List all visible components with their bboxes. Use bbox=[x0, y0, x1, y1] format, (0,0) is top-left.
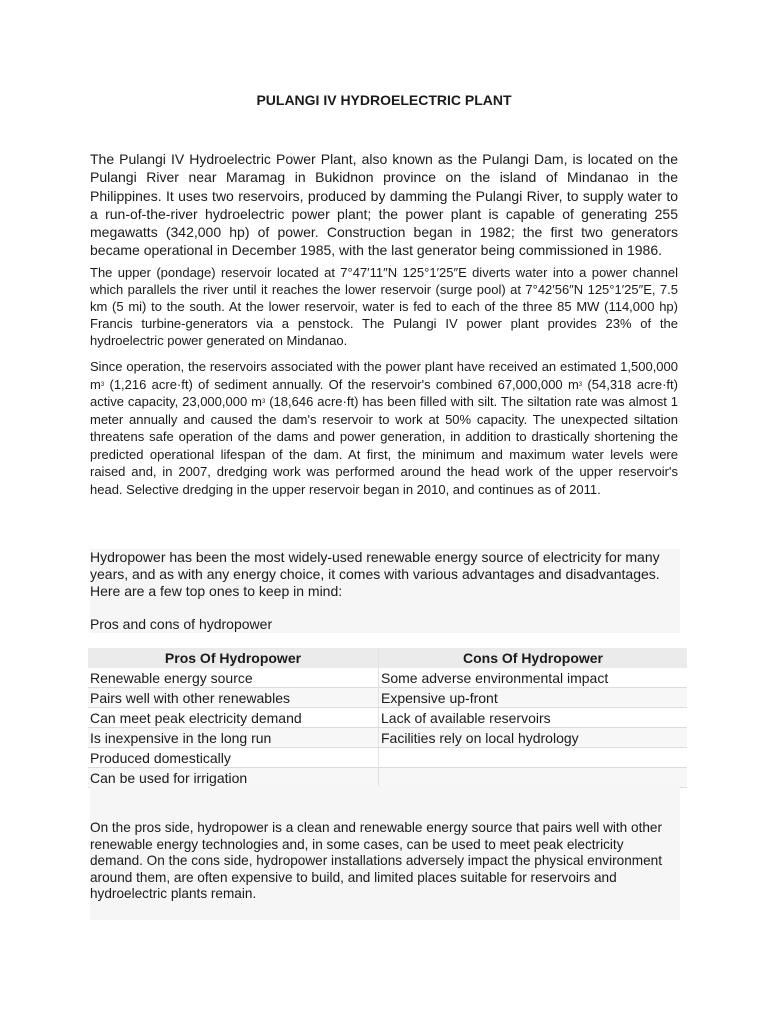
pros-header: Pros Of Hydropower bbox=[88, 648, 379, 668]
con-cell bbox=[379, 748, 688, 768]
document-title: PULANGI IV HYDROELECTRIC PLANT bbox=[256, 92, 512, 108]
table-row bbox=[88, 768, 687, 788]
pros-cons-subtitle: Pros and cons of hydropower bbox=[90, 616, 273, 632]
table-header-row bbox=[88, 648, 687, 668]
pros-cons-table bbox=[88, 648, 687, 788]
table-row bbox=[88, 708, 687, 728]
pro-cell: Renewable energy source bbox=[88, 668, 379, 688]
hydropower-intro-text: Hydropower has been the most widely-used renewable energy source of electricity for many years, and as with any energy choice, it comes with various advantages and disadvantages. Here are a few top ones to keep in mind: bbox=[90, 549, 660, 599]
con-cell: Lack of available reservoirs bbox=[379, 708, 688, 728]
siltation-text-d: (18,646 acre·ft) has been filled with silt. The siltation rate was almost 1 meter annually and caused the dam's reservoir to work at 50% capacity. The unexpected siltation threatens safe operation of the dams and power generation, in addition to drastically shortening the predicted operational lifespan of the dam. At first, the minimum and maximum water levels were raised and, in 2007, dredging work was performed around the head work of the upper reservoir's head. Selective dredging in the upper reservoir began in 2010, and continues as of 2011. bbox=[90, 394, 679, 497]
superscript-cubic: 3 bbox=[261, 399, 266, 405]
paragraph-siltation bbox=[90, 358, 678, 498]
table-row bbox=[88, 688, 687, 708]
superscript-cubic: 3 bbox=[100, 381, 105, 388]
table-row bbox=[88, 668, 687, 688]
table-row bbox=[88, 728, 687, 748]
superscript-cubic: 3 bbox=[578, 381, 583, 388]
paragraph-reservoirs: The upper (pondage) reservoir located at 7°47′11″N 125°1′25″E diverts water into a power channel which parallels the river until it reaches the lower reservoir (surge pool) at 7°42′56″N 125°1′25″E, 7.5 km (5 mi) to the south. At the lower reservoir, water is fed to each of the three 85 MW (114,000 hp) Francis turbine-generators via a penstock. The Pulangi IV power plant provides 23% of the hydroelectric power generated on Mindanao. bbox=[90, 265, 678, 349]
table-row bbox=[88, 748, 687, 768]
summary-text: On the pros side, hydropower is a clean and renewable energy source that pairs well with other renewable energy technologies and, in some cases, can be used to meet peak electricity demand. On the cons side, hydropower installations adversely impact the physical environment around them, are often expensive to build, and limited places suitable for reservoirs and hydroelectric plants remain. bbox=[90, 820, 663, 901]
hydropower-intro-block bbox=[90, 549, 680, 633]
con-cell: Expensive up-front bbox=[379, 688, 688, 708]
con-cell bbox=[379, 768, 688, 788]
paragraph-overview: The Pulangi IV Hydroelectric Power Plant, also known as the Pulangi Dam, is located on the Pulangi River near Maramag in Bukidnon province on the island of Mindanao in the Philippines. It uses two reservoirs, produced by damming the Pulangi River, to supply water to a run-of-the-river hydroelectric power plant; the power plant is capable of generating 255 megawatts (342,000 hp) of power. Construction began in 1982; the first two generators became operational in December 1985, with the last generator being commissioned in 1986. bbox=[90, 151, 678, 259]
summary-block bbox=[90, 786, 680, 920]
siltation-text-a: Since operation, the reservoirs associated with the power plant have received an estimated 1,500,000 m bbox=[90, 359, 678, 392]
pro-cell: Is inexpensive in the long run bbox=[88, 728, 379, 748]
siltation-text-b: (1,216 acre·ft) of sediment annually. Of the reservoir's combined 67,000,000 m bbox=[104, 376, 579, 392]
pro-cell: Can be used for irrigation bbox=[88, 768, 379, 788]
pro-cell: Produced domestically bbox=[88, 748, 379, 768]
siltation-text-c: (54,318 acre·ft) active capacity, 23,000,000 m bbox=[90, 376, 678, 409]
pro-cell: Pairs well with other renewables bbox=[88, 688, 379, 708]
con-cell: Facilities rely on local hydrology bbox=[379, 728, 688, 748]
pro-cell: Can meet peak electricity demand bbox=[88, 708, 379, 728]
con-cell: Some adverse environmental impact bbox=[379, 668, 688, 688]
cons-header: Cons Of Hydropower bbox=[379, 648, 688, 668]
